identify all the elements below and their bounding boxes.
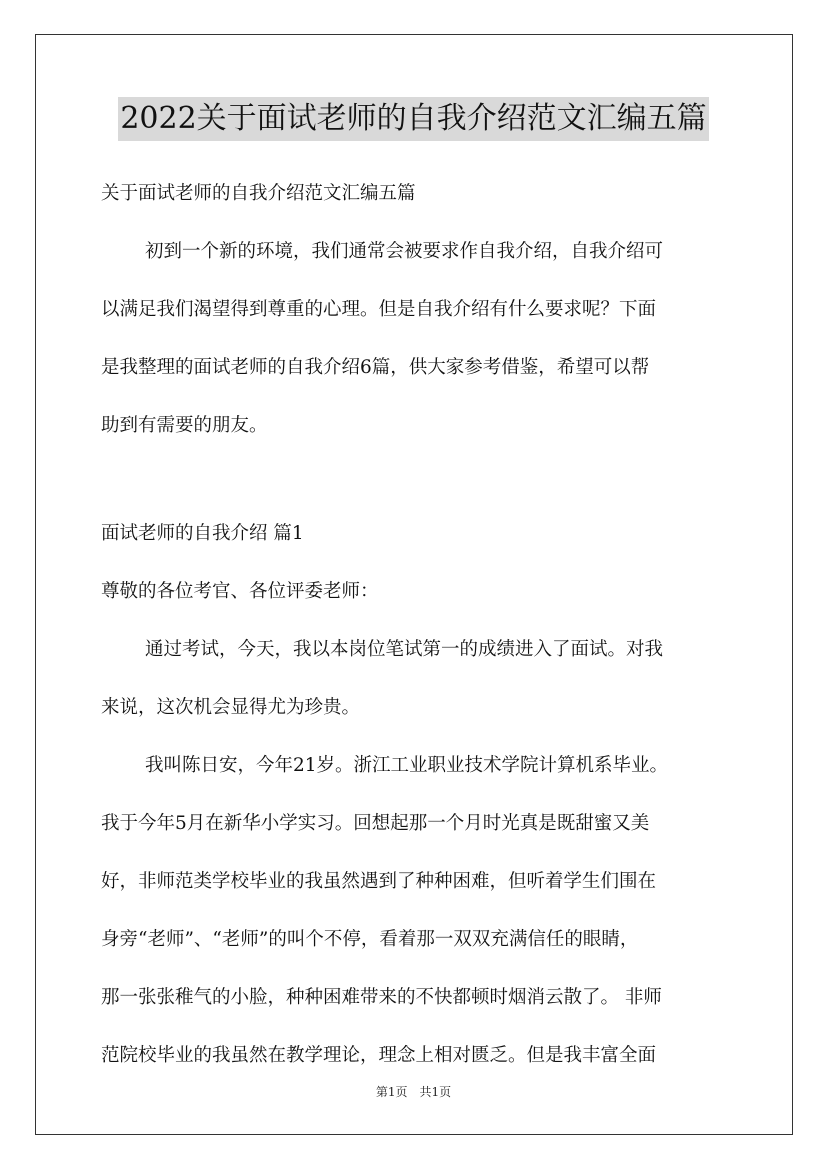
title-block [0, 97, 827, 141]
paragraph-line: 范院校毕业的我虽然在教学理论，理念上相对匮乏。但是我丰富全面 [101, 1045, 657, 1066]
paragraph-2 [101, 748, 731, 1073]
paragraph-line: 以满足我们渴望得到尊重的心理。但是自我介绍有什么要求呢？下面 [101, 299, 657, 320]
page-footer [0, 1083, 827, 1100]
paragraph-line: 助到有需要的朋友。 [101, 415, 268, 436]
paragraph-line: 身旁“老师”、“老师”的叫个不停，看着那一双双充满信任的眼睛， [101, 929, 639, 950]
document-title: 2022关于面试老师的自我介绍范文汇编五篇 [118, 97, 708, 141]
paragraph-line: 来说，这次机会显得尤为珍贵。 [101, 697, 361, 718]
paragraph-line: 初到一个新的环境，我们通常会被要求作自我介绍，自我介绍可 [145, 241, 664, 262]
paragraph-1 [101, 632, 731, 725]
paragraph-line: 我于今年5月在新华小学实习。回想起那一个月时光真是既甜蜜又美 [101, 813, 650, 834]
page-number: 第1页 共1页 [375, 1085, 452, 1099]
document-body [101, 176, 731, 1073]
document-subtitle: 关于面试老师的自我介绍范文汇编五篇 [101, 183, 416, 204]
paragraph-line: 通过考试，今天，我以本岗位笔试第一的成绩进入了面试。对我 [145, 639, 664, 660]
intro-paragraph [101, 234, 731, 443]
section-heading: 面试老师的自我介绍 篇1 [101, 523, 304, 544]
paragraph-line: 好，非师范类学校毕业的我虽然遇到了种种困难，但听着学生们围在 [101, 871, 657, 892]
salutation: 尊敬的各位考官、各位评委老师： [101, 581, 379, 602]
paragraph-line: 那一张张稚气的小脸，种种困难带来的不快都顿时烟消云散了。 非师 [101, 987, 662, 1008]
paragraph-line: 是我整理的面试老师的自我介绍6篇，供大家参考借鉴，希望可以帮 [101, 357, 650, 378]
paragraph-line: 我叫陈日安，今年21岁。浙江工业职业技术学院计算机系毕业。 [145, 755, 669, 776]
